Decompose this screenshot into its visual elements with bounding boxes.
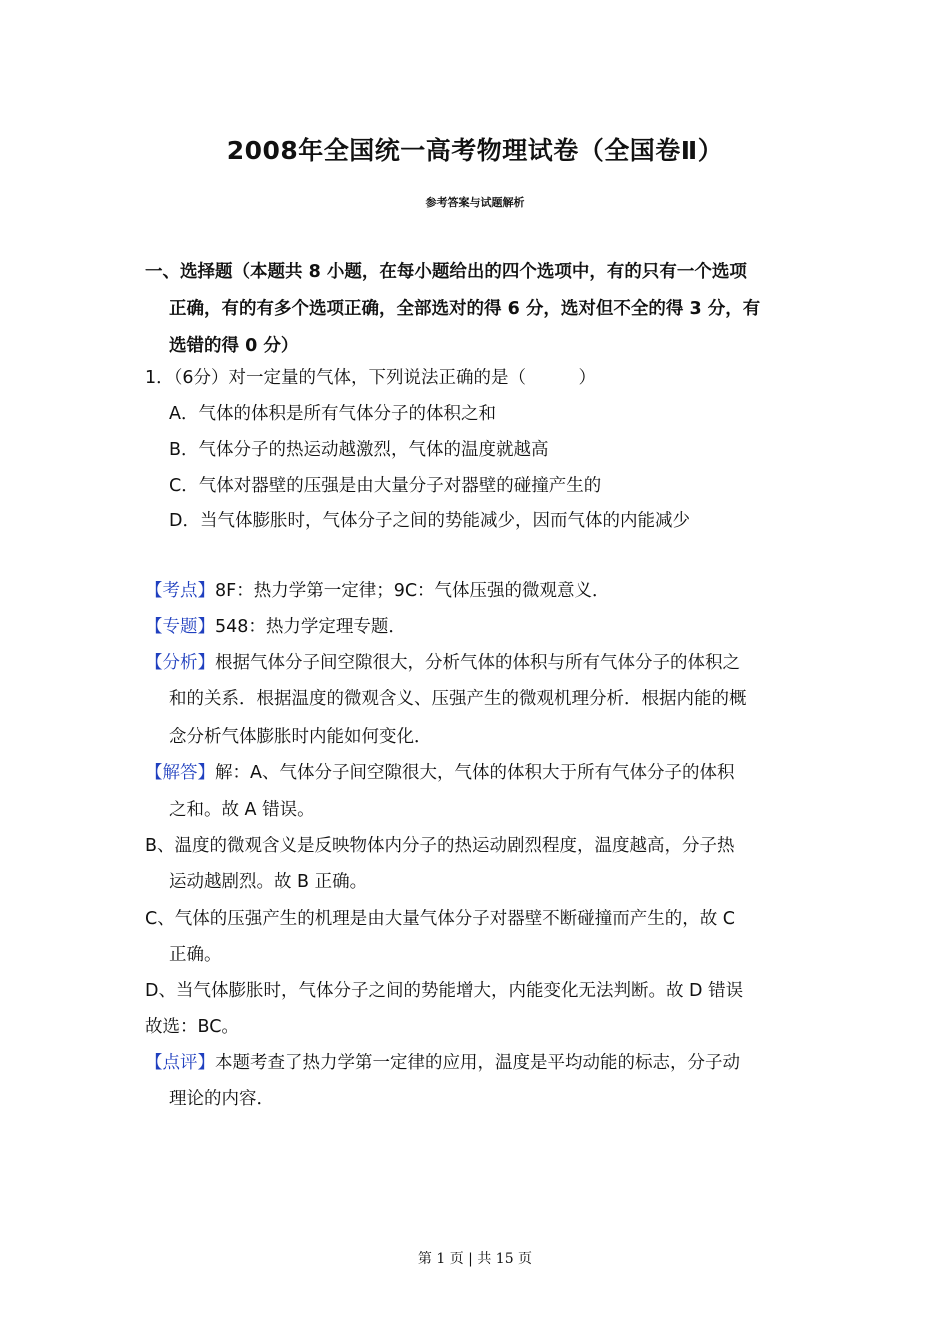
zhuanti-tag: 【专题】 (145, 617, 215, 637)
option-c: C．气体对器壁的压强是由大量分子对器壁的碰撞产生的 (169, 476, 602, 496)
option-b: B．气体分子的热运动越激烈，气体的温度就越高 (169, 440, 549, 460)
document-title: 2008年全国统一高考物理试卷（全国卷Ⅱ） (226, 136, 724, 165)
section-heading (145, 254, 815, 365)
dianping-line: 理论的内容． (169, 1089, 274, 1109)
solution-c-line: 正确。 (169, 945, 222, 965)
jieda-tag: 【解答】 (145, 763, 215, 783)
solution-c-line: C、气体的压强产生的机理是由大量气体分子对器壁不断碰撞而产生的，故 C (145, 909, 735, 929)
option-a: A．气体的体积是所有气体分子的体积之和 (169, 404, 496, 424)
solution-d-line: D、当气体膨胀时，气体分子之间的势能增大，内能变化无法判断。故 D 错误 (145, 981, 744, 1001)
question-stem: 1．（6分）对一定量的气体，下列说法正确的是（ ） (145, 368, 597, 388)
jieda-text: 解：A、气体分子间空隙很大，气体的体积大于所有气体分子的体积 (215, 763, 735, 783)
zhuanti-text: 548：热力学定理专题． (215, 617, 406, 637)
dianping-row (145, 1052, 740, 1074)
option-d: D．当气体膨胀时，气体分子之间的势能减少，因而气体的内能减少 (169, 511, 690, 531)
kaodian-text: 8F：热力学第一定律；9C：气体压强的微观意义． (215, 581, 610, 601)
jieda-row (145, 762, 734, 784)
fenxi-text: 根据气体分子间空隙很大，分析气体的体积与所有气体分子的体积之 (215, 653, 740, 673)
fenxi-line: 念分析气体膨胀时内能如何变化． (169, 727, 432, 747)
dianping-tag: 【点评】 (145, 1053, 215, 1073)
answer-line: 故选：BC。 (145, 1017, 239, 1037)
fenxi-row (145, 652, 740, 674)
kaodian-tag: 【考点】 (145, 581, 215, 601)
dianping-text: 本题考查了热力学第一定律的应用，温度是平均动能的标志，分子动 (215, 1053, 740, 1073)
kaodian-row (145, 580, 610, 602)
fenxi-tag: 【分析】 (145, 653, 215, 673)
section-heading-line: 正确，有的有多个选项正确，全部选对的得 6 分，选对但不全的得 3 分，有 (169, 299, 761, 319)
page-footer: 第 1 页 | 共 15 页 (417, 1251, 533, 1267)
section-heading-line: 选错的得 0 分） (169, 336, 299, 356)
section-heading-line: 一、选择题（本题共 8 小题，在每小题给出的四个选项中，有的只有一个选项 (145, 262, 747, 282)
solution-b-line: 运动越剧烈。故 B 正确。 (169, 872, 368, 892)
zhuanti-row (145, 616, 406, 638)
jieda-line: 之和。故 A 错误。 (169, 800, 315, 820)
solution-b-line: B、温度的微观含义是反映物体内分子的热运动剧烈程度，温度越高，分子热 (145, 836, 735, 856)
fenxi-line: 和的关系．根据温度的微观含义、压强产生的微观机理分析．根据内能的概 (169, 689, 747, 709)
document-subtitle: 参考答案与试题解析 (425, 196, 525, 209)
